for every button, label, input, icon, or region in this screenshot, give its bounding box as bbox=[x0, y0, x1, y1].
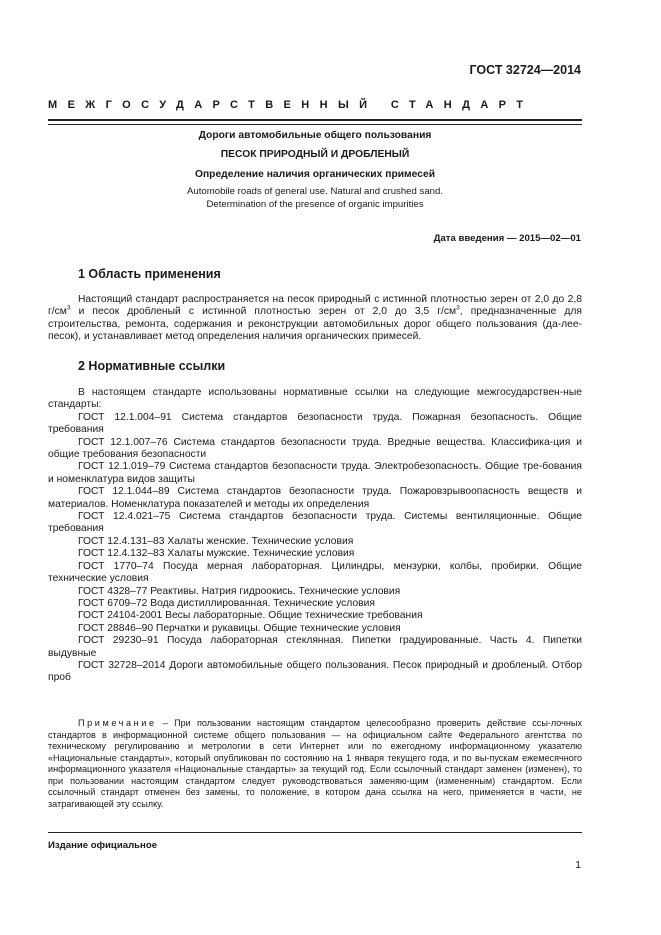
section-2-body bbox=[48, 387, 582, 685]
reference-item: ГОСТ 12.1.044–89 Система стандартов безопасности труда. Пожаровзрывоопасность веществ и материалов. Номенклатура показателей и методы их определения bbox=[48, 486, 582, 510]
english-title-line-2: Determination of the presence of organic impurities bbox=[206, 198, 424, 210]
english-title-line-1: Automobile roads of general use. Natural and crushed sand. bbox=[187, 186, 443, 197]
reference-item: ГОСТ 32728–2014 Дороги автомобильные общего пользования. Песок природный и дробленый. Отбор проб bbox=[48, 659, 582, 684]
section-1-body bbox=[48, 294, 582, 344]
introduction-date: Дата введения — 2015—02—01 bbox=[433, 233, 581, 244]
header-rule-thick bbox=[48, 119, 582, 121]
reference-item: ГОСТ 4328–77 Реактивы. Натрия гидроокись. Технические условия bbox=[78, 585, 401, 597]
reference-item: ГОСТ 1770–74 Посуда мерная лабораторная. Цилиндры, мензурки, колбы, пробирки. Общие технические условия bbox=[48, 560, 582, 585]
note-label: Примечание bbox=[78, 718, 157, 728]
section-1-text-b: и песок дробленый с истинной плотностью зерен от 2,0 до 3,5 г/см bbox=[70, 306, 457, 318]
superscript-1: 3 bbox=[66, 304, 71, 312]
edition-label: Издание официальное bbox=[48, 840, 158, 851]
reference-item: ГОСТ 12.1.004–91 Система стандартов безопасности труда. Пожарная безопасность. Общие требования bbox=[48, 411, 582, 436]
superscript-2: 3 bbox=[456, 304, 460, 312]
standard-banner: МЕЖГОСУДАРСТВЕННЫЙ СТАНДАРТ bbox=[48, 99, 534, 111]
page-number: 1 bbox=[575, 860, 581, 871]
title-line-3: Определение наличия органических примесей bbox=[194, 169, 436, 180]
reference-list bbox=[48, 412, 582, 685]
note-paragraph bbox=[48, 718, 582, 810]
reference-item: ГОСТ 12.4.131–83 Халаты женские. Технические условия bbox=[78, 535, 354, 547]
section-2-intro: В настоящем стандарте использованы нормативные ссылки на следующие межгосударствен-ные стандарты: bbox=[48, 387, 582, 411]
title-line-1: Дороги автомобильные общего пользования bbox=[198, 130, 432, 141]
section-1-heading: 1 Область применения bbox=[78, 267, 221, 281]
section-1-paragraph bbox=[48, 294, 582, 344]
footer-rule bbox=[48, 832, 582, 833]
reference-item: ГОСТ 6709–72 Вода дистиллированная. Технические условия bbox=[78, 597, 375, 609]
section-1-text-a: Настоящий стандарт распространяется на песок природный с истинной плотностью зерен от 2,0 до 2,8 г/см bbox=[48, 294, 582, 318]
section-1-text-c: , предназначенные для строительства, ремонта, содержания и реконструкции автомобильных дорог общего пользования (да-лее-песок), и устанавливает метод определения наличия органических примесей. bbox=[48, 306, 582, 343]
document-code: ГОСТ 32724—2014 bbox=[469, 63, 581, 77]
reference-item: ГОСТ 12.4.021–75 Система стандартов безопасности труда. Системы вентиляционные. Общие требования bbox=[48, 511, 582, 535]
title-block bbox=[48, 129, 582, 211]
reference-item: ГОСТ 28846–90 Перчатки и рукавицы. Общие технические условия bbox=[78, 622, 401, 634]
section-2-heading: 2 Нормативные ссылки bbox=[78, 359, 226, 373]
header-rule-thin bbox=[48, 124, 582, 125]
reference-item: ГОСТ 24104-2001 Весы лабораторные. Общие технические требования bbox=[78, 610, 423, 622]
note-text: – При пользовании настоящим стандартом целесообразно проверить действие ссы-лочных стандартов в информационной системе общего пользования — на официальном сайте Федерального агентства по техническому регулированию и метрологии в сети Интернет или по ежегодному информационному указателю «Национальные стандарты», который опубликован по состоянию на 1 января текущего года, и по вы-пускам ежемесячного информационного указателя «Национальные стандарты» за текущий год. Если ссылочный стандарт заменен (изменен), то при пользовании настоящим стандартом следует руководствоваться заменяю-щим (измененным) стандартом. Если ссылочный стандарт отменен без замены, то положение, в котором дана ссылка на него, применяется в части, не затрагивающей эту ссылку. bbox=[48, 718, 582, 809]
reference-item: ГОСТ 29230–91 Посуда лабораторная стеклянная. Пипетки градуированные. Часть 4. Пипетки выдувные bbox=[48, 635, 582, 659]
reference-item: ГОСТ 12.4.132–83 Халаты мужские. Технические условия bbox=[78, 548, 355, 560]
reference-item: ГОСТ 12.1.007–76 Система стандартов безопасности труда. Вредные вещества. Классифика-ция и общие требования безопасности bbox=[48, 436, 582, 461]
reference-item: ГОСТ 12.1.019–79 Система стандартов безопасности труда. Электробезопасность. Общие тре-бования и номенклатура видов защиты bbox=[48, 461, 582, 485]
title-line-2: ПЕСОК ПРИРОДНЫЙ И ДРОБЛЕНЫЙ bbox=[220, 149, 410, 160]
